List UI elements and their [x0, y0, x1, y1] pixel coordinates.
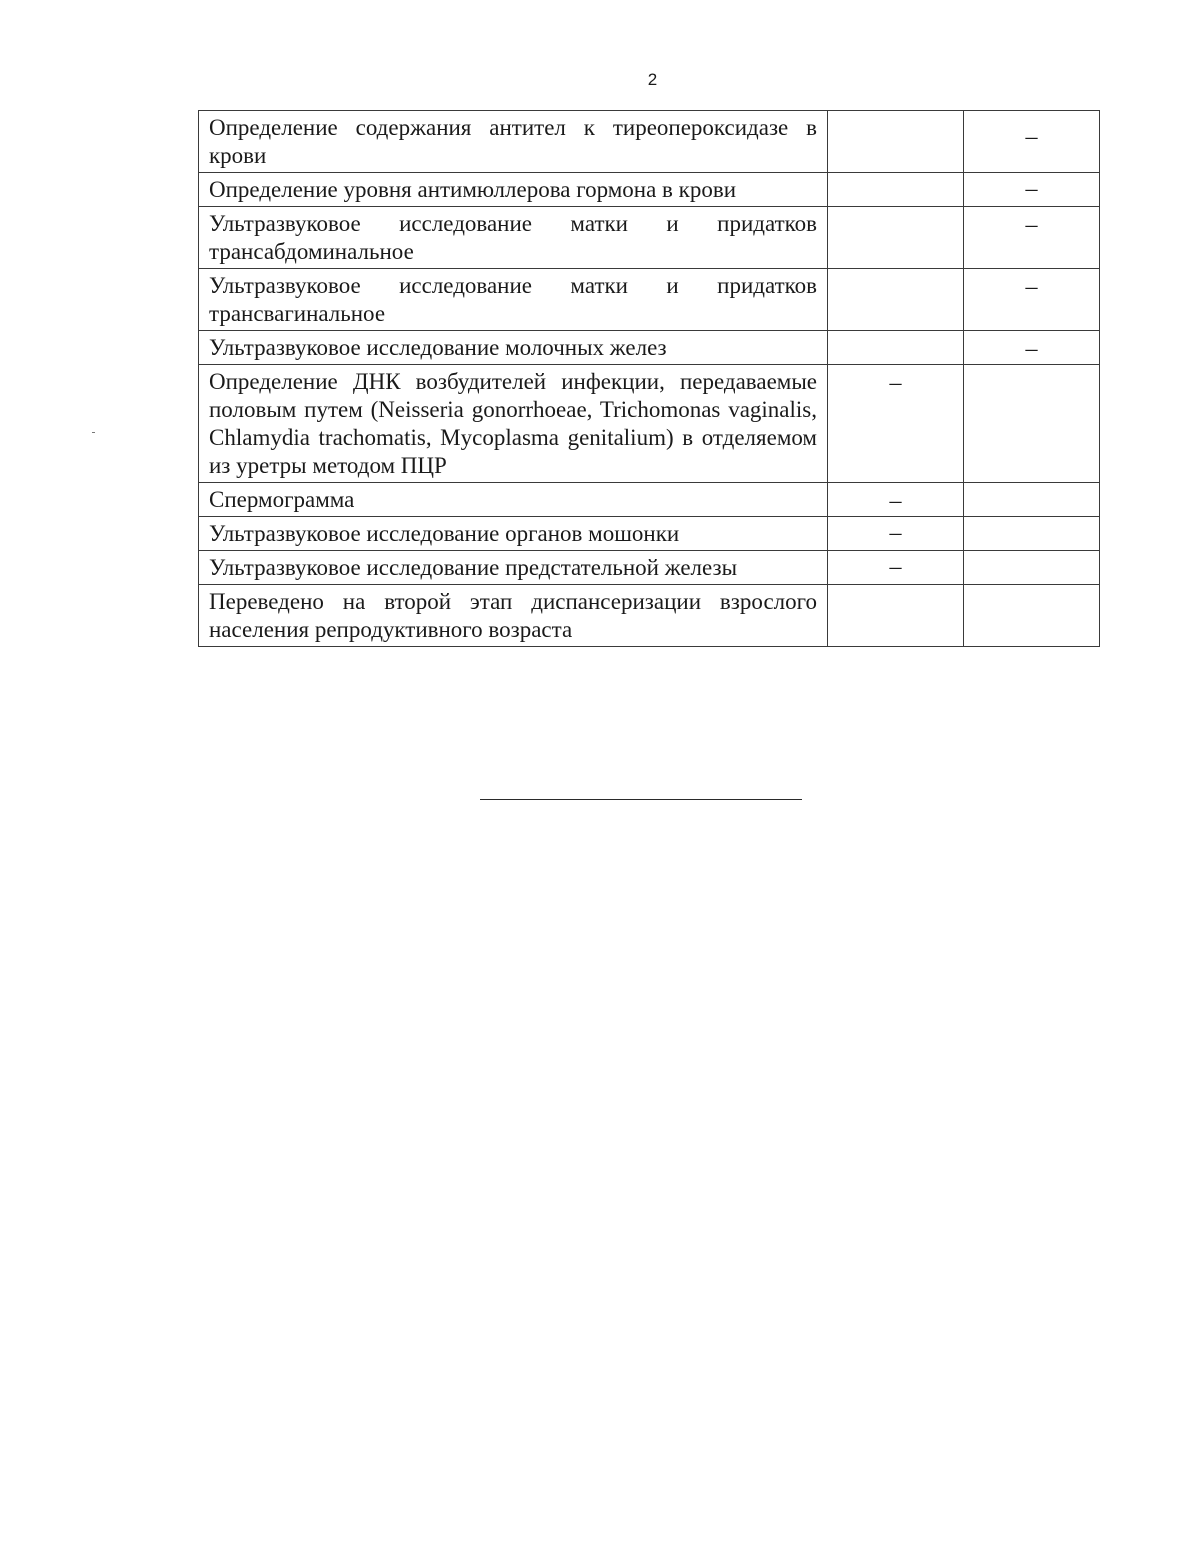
examination-name: Ультразвуковое исследование молочных желез	[199, 331, 828, 365]
table-row	[199, 551, 1100, 585]
examination-name: Ультразвуковое исследование матки и придатков трансвагинальное	[199, 269, 828, 331]
mark-column-2: –	[964, 173, 1100, 207]
end-of-document-rule	[480, 799, 802, 800]
table-row	[199, 483, 1100, 517]
examination-name: Ультразвуковое исследование матки и придатков трансабдоминальное	[199, 207, 828, 269]
examination-name: Ультразвуковое исследование органов мошонки	[199, 517, 828, 551]
examination-name: Определение содержания антител к тиреопероксидазе в крови	[199, 111, 828, 173]
mark-column-1	[828, 269, 964, 331]
mark-column-2	[964, 483, 1100, 517]
examinations-table	[198, 110, 1100, 647]
page-number: 2	[647, 70, 658, 89]
mark-column-1	[828, 173, 964, 207]
mark-column-2: –	[964, 331, 1100, 365]
table-row	[199, 269, 1100, 331]
mark-column-1: –	[828, 365, 964, 483]
table-row	[199, 207, 1100, 269]
table-row	[199, 331, 1100, 365]
mark-column-2	[964, 585, 1100, 647]
mark-column-1	[828, 111, 964, 173]
table-row	[199, 517, 1100, 551]
table-row	[199, 173, 1100, 207]
mark-column-2	[964, 517, 1100, 551]
mark-column-2	[964, 365, 1100, 483]
examination-name: Определение ДНК возбудителей инфекции, передаваемые половым путем (Neisseria gonorrhoeae, Trichomonas vaginalis, Chlamydia trachomatis, Mycoplasma genitalium) в отделяемом из уретры методом ПЦР	[199, 365, 828, 483]
table-row	[199, 585, 1100, 647]
mark-column-1	[828, 331, 964, 365]
mark-column-2	[964, 551, 1100, 585]
scan-speck	[92, 432, 95, 433]
table-row	[199, 111, 1100, 173]
examination-name: Переведено на второй этап диспансеризации взрослого населения репродуктивного возраста	[199, 585, 828, 647]
mark-column-1	[828, 207, 964, 269]
table-row	[199, 365, 1100, 483]
mark-column-1: –	[828, 483, 964, 517]
examination-name: Спермограмма	[199, 483, 828, 517]
mark-column-1	[828, 585, 964, 647]
mark-column-2: –	[964, 269, 1100, 331]
examination-name: Определение уровня антимюллерова гормона в крови	[199, 173, 828, 207]
examination-name: Ультразвуковое исследование предстательной железы	[199, 551, 828, 585]
mark-column-1: –	[828, 517, 964, 551]
mark-column-2: –	[964, 111, 1100, 173]
mark-column-1: –	[828, 551, 964, 585]
mark-column-2: –	[964, 207, 1100, 269]
